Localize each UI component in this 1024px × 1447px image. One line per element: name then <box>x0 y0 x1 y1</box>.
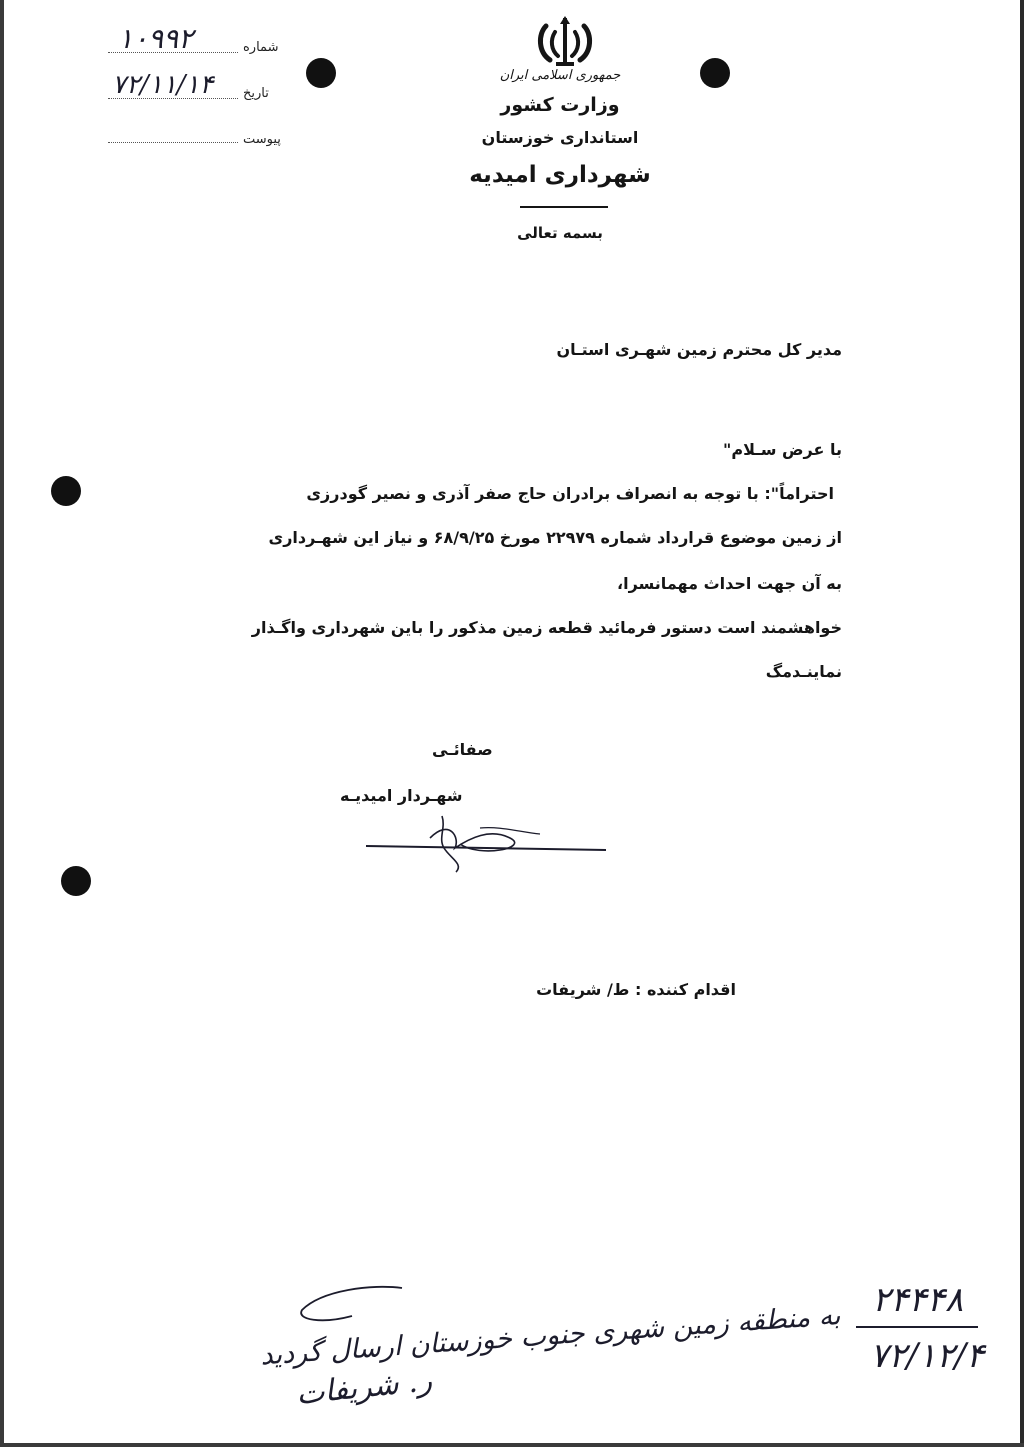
number-label: شماره <box>243 40 279 55</box>
scan-edge-left <box>0 0 4 1447</box>
motto: بسمه تعالی <box>517 224 603 242</box>
action-line: اقدام کننده : ط/ شریفات <box>536 980 736 999</box>
governorate-name: استانداری خوزستان <box>481 128 639 147</box>
recipient-line: مدیر کل محترم زمین شهـری استـان <box>556 340 842 359</box>
emblem-caption: جمهوری اسلامی ایران <box>499 68 621 83</box>
annotation-divider <box>856 1326 978 1328</box>
annotation-date: ۷۲/۱۲/۴ <box>870 1336 985 1376</box>
ministry-name: وزارت کشور <box>500 94 620 116</box>
greeting-line: با عرض سـلام" <box>723 440 842 459</box>
body-line-4: خواهشمند است دستور فرمائید قطعه زمین مذکور را باین شهرداری واگـذار <box>251 618 842 637</box>
punch-hole <box>61 866 91 896</box>
body-line-5: نماینـدمگ <box>765 662 842 681</box>
handwritten-stroke <box>292 1280 412 1340</box>
body-line-1: احتراماً": با توجه به انصراف برادران حاج صفر آذری و نصیر گودرزی <box>306 484 834 503</box>
attachment-label: پیوست <box>243 132 281 147</box>
iran-emblem-icon <box>534 12 596 68</box>
date-label: تاریخ <box>243 86 269 101</box>
body-line-2: از زمین موضوع قرارداد شماره ۲۲۹۷۹ مورخ ۶۸/۹/۲۵ و نیاز این شهـرداری <box>268 528 842 547</box>
annotation-note-line1: به منطقه زمین شهری جنوب خوزستان ارسال گردید <box>258 1300 842 1372</box>
annotation-number: ۲۴۴۴۸ <box>872 1280 964 1320</box>
punch-hole <box>306 58 336 88</box>
body-line-3: به آن جهت احداث مهمانسرا، <box>617 574 842 593</box>
date-value: ۷۲/۱۱/۱۴ <box>112 70 214 100</box>
signer-title: شهـردار امیدیـه <box>340 786 463 805</box>
annotation-note-line2: ر. شریفات <box>294 1362 434 1413</box>
number-value: ۱۰۹۹۲ <box>118 22 194 55</box>
punch-hole <box>51 476 81 506</box>
punch-hole <box>700 58 730 88</box>
scan-edge-right <box>1020 0 1024 1447</box>
scan-edge-bottom <box>0 1443 1024 1447</box>
municipality-name: شهرداری امیدیه <box>469 162 651 188</box>
header-divider <box>520 206 608 208</box>
handwritten-signature <box>360 808 620 878</box>
signer-name: صفائـی <box>432 740 493 759</box>
attachment-line <box>108 142 238 143</box>
